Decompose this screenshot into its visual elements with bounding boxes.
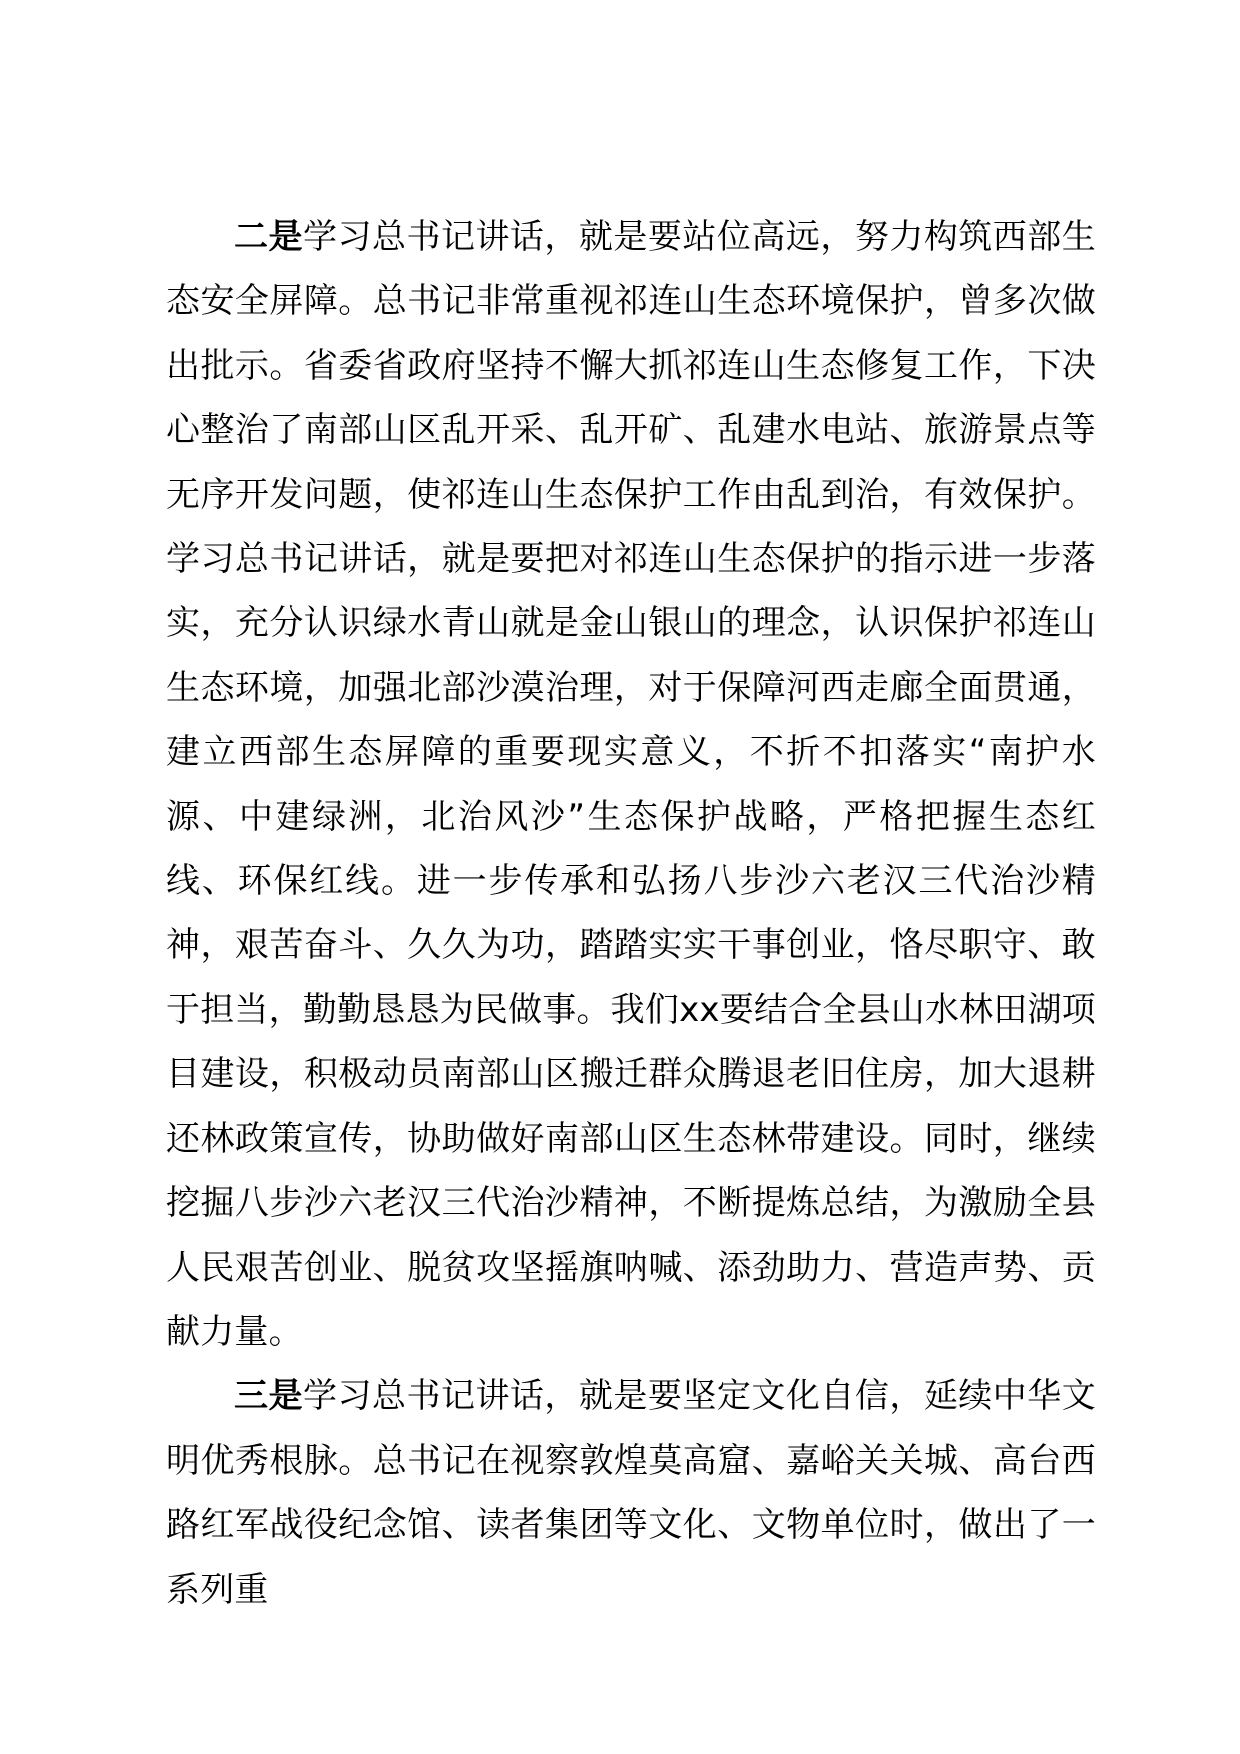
paragraph-3	[166, 1364, 1096, 1622]
paragraph-2-body: 学习总书记讲话，就是要站位高远，努力构筑西部生态安全屏障。总书记非常重视祁连山生态环境保护，曾多次做出批示。省委省政府坚持不懈大抓祁连山生态修复工作，下决心整治了南部山区乱开采、乱开矿、乱建水电站、旅游景点等无序开发问题，使祁连山生态保护工作由乱到治，有效保护。学习总书记讲话，就是要把对祁连山生态保护的指示进一步落实，充分认识绿水青山就是金山银山的理念，认识保护祁连山生态环境，加强北部沙漠治理，对于保障河西走廊全面贯通，建立西部生态屏障的重要现实意义，不折不扣落实“南护水源、中建绿洲，北治风沙”生态保护战略，严格把握生态红线、环保红线。进一步传承和弘扬八步沙六老汉三代治沙精神，艰苦奋斗、久久为功，踏踏实实干事创业，恪尽职守、敢于担当，勤勤恳恳为民做事。我们xx要结合全县山水林田湖项目建设，积极动员南部山区搬迁群众腾退老旧住房，加大退耕还林政策宣传，协助做好南部山区生态林带建设。同时，继续挖掘八步沙六老汉三代治沙精神，不断提炼总结，为激励全县人民艰苦创业、脱贫攻坚摇旗呐喊、添劲助力、营造声势、贡献力量。	[166, 217, 1096, 1352]
paragraph-3-body: 学习总书记讲话，就是要坚定文化自信，延续中华文明优秀根脉。总书记在视察敦煌莫高窟、嘉峪关关城、高台西路红军战役纪念馆、读者集团等文化、文物单位时，做出了一系列重	[166, 1376, 1096, 1610]
paragraph-2-lead: 二是	[234, 217, 303, 257]
document-page	[166, 205, 1096, 1622]
paragraph-3-lead: 三是	[234, 1376, 303, 1417]
paragraph-2	[166, 205, 1096, 1364]
